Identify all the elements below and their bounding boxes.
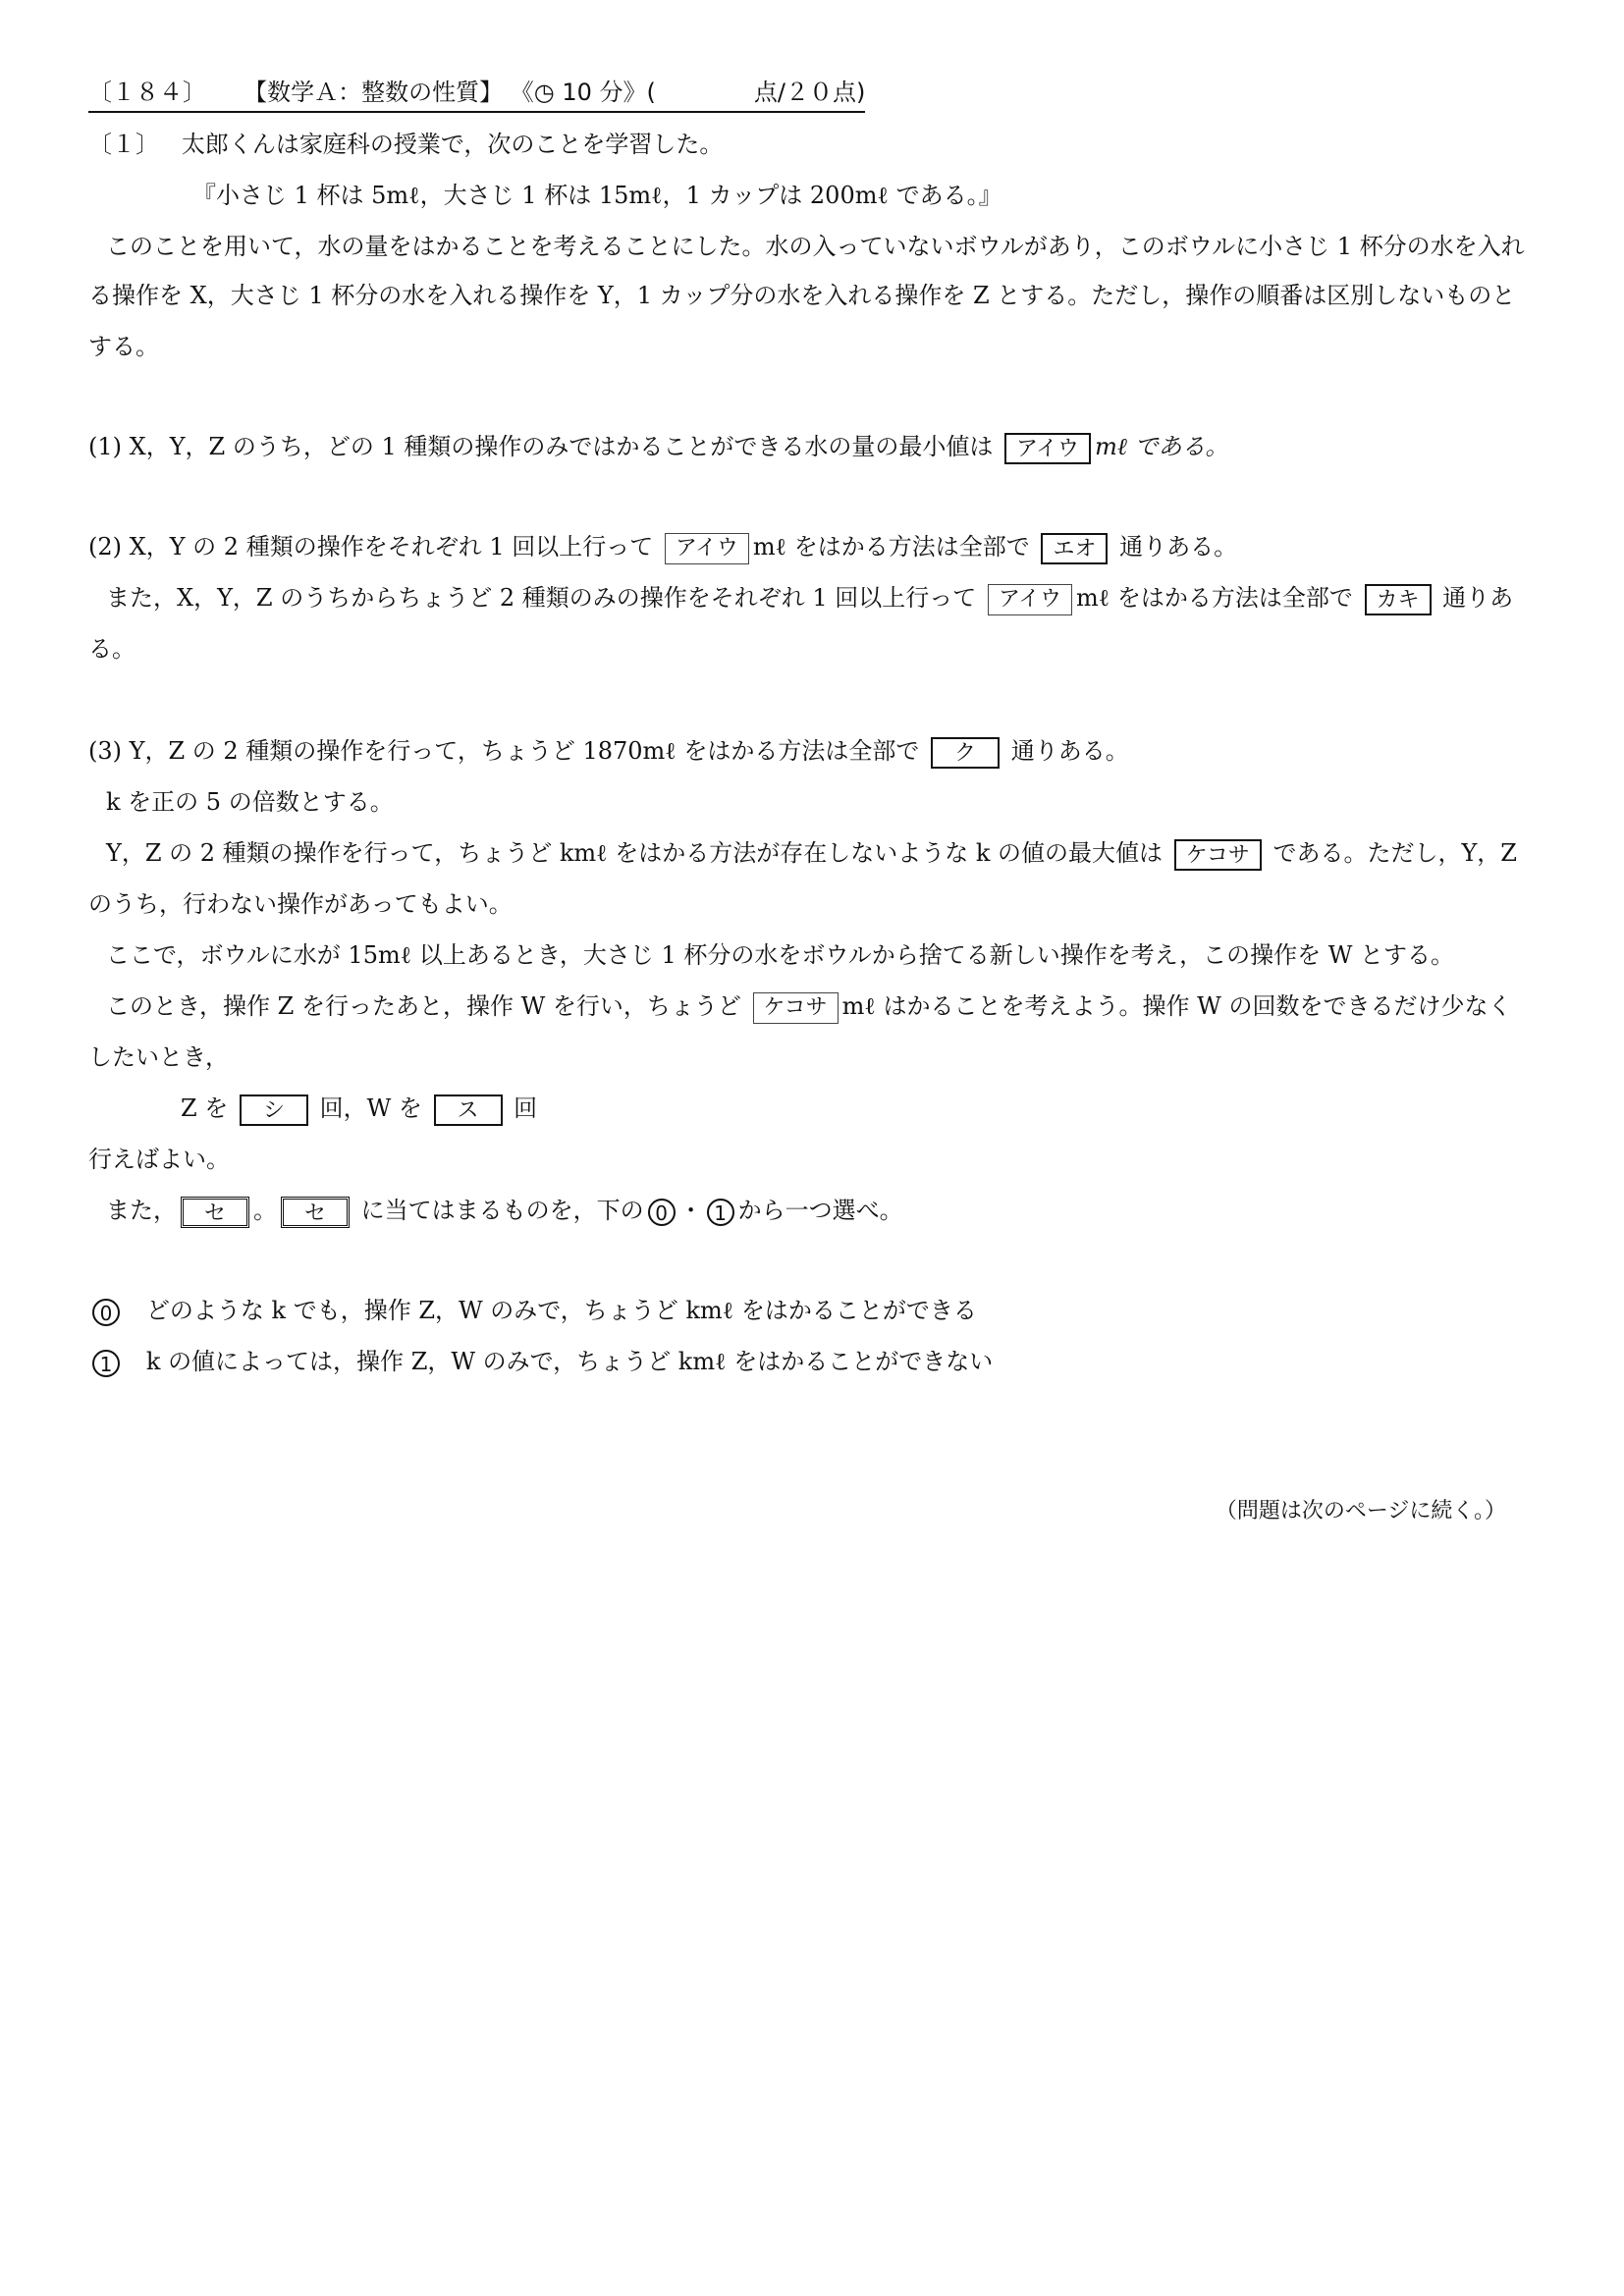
choice-0-ref: 0 [648,1199,676,1226]
time-limit: 《◷ 10 分》( [510,79,656,106]
q3-line3-text: Y，Z の 2 種類の操作を行って，ちょうど kmℓ をはかる方法が存在しないような k の値の最大値は [106,839,1164,867]
question-3-line-5: ここで，ボウルに水が 15mℓ 以上あるとき，大さじ 1 杯分の水をボウルから捨てる新しい操作を考え，この操作を W とする。 [106,941,1455,969]
score-label: 点/２０点) [753,79,866,106]
answer-box-kekosa[interactable]: ケコサ [1174,839,1262,871]
intro-text: 太郎くんは家庭科の授業で，次のことを学習した。 [181,131,724,158]
question-3-line-4: のうち，行わない操作があってもよい。 [88,890,513,918]
subject-title: 【数学Ａ：整数の性質】 [244,79,504,106]
option-0[interactable] [88,1294,977,1327]
question-2-line-1 [88,530,1237,564]
question-3-line-9: 行えばよい。 [88,1146,230,1173]
q3-z-label: Z を [181,1095,229,1122]
q3-dot: ・ [678,1197,703,1224]
question-3-line-6 [106,989,1511,1024]
answer-box-su[interactable]: ス [434,1095,503,1126]
answer-box-se[interactable]: セ [181,1197,249,1228]
question-3-line-10 [106,1194,903,1228]
q2-text: (2) X，Y の 2 種類の操作をそれぞれ 1 回以上行って [88,533,654,561]
option-0-text: どのような k でも，操作 Z，W のみで，ちょうど kmℓ をはかることができる [145,1297,977,1324]
choice-1-ref: 1 [707,1199,734,1226]
option-1-text: k の値によっては，操作 Z，W のみで，ちょうど kmℓ をはかることができない [145,1348,994,1375]
question-3-line-3 [106,836,1517,871]
question-1 [88,430,1228,464]
quote-line: 『小さじ 1 杯は 5mℓ，大さじ 1 杯は 15mℓ，1 カップは 200mℓ である。』 [192,182,1002,209]
q3-line10-text: また， [106,1197,177,1224]
section-label: 〔１〕 [88,131,159,158]
answer-box-se-2[interactable]: セ [281,1197,350,1228]
q3-period: 。 [253,1197,277,1224]
intro-line [88,128,723,161]
intro-paragraph-3: する。 [88,333,159,360]
answer-box-shi[interactable]: シ [240,1095,308,1126]
q3-text: (3) Y，Z の 2 種類の操作を行って，ちょうど 1870mℓ をはかる方法は全部で [88,737,920,765]
question-3-line-8 [181,1092,537,1126]
intro-paragraph-2: る操作を X，大さじ 1 杯分の水を入れる操作を Y，1 カップ分の水を入れる操作を Z とする。ただし，操作の順番は区別しないものと [88,282,1516,309]
q2-text-end: 通りある。 [1119,533,1238,561]
q2-line2-mid: mℓ をはかる方法は全部で [1075,584,1353,612]
q3-line6-end: mℓ はかることを考えよう。操作 W の回数をできるだけ少なく [841,992,1512,1020]
q2-line2-end: 通りあ [1442,584,1514,612]
q3-line6-text: このとき，操作 Z を行ったあと，操作 W を行い，ちょうど [106,992,741,1020]
q3-line10-mid: に当てはまるものを，下の [360,1197,644,1224]
question-2-line-2 [106,581,1513,615]
answer-box-ku[interactable]: ク [931,737,1000,769]
answer-box-kaki[interactable]: カキ [1365,584,1432,615]
answer-box-kekosa-ref[interactable]: ケコサ [753,992,839,1024]
option-1-mark: 1 [92,1350,120,1377]
continued-note: （問題は次のページに続く。） [1215,1499,1506,1523]
q3-times-label: 回 [514,1095,538,1122]
answer-box-aiu[interactable]: アイウ [1004,433,1091,464]
answer-box-eo[interactable]: エオ [1041,533,1108,564]
q2-text-mid: mℓ をはかる方法は全部で [752,533,1030,561]
question-3-line-1 [88,734,1129,769]
option-0-mark: 0 [92,1299,120,1326]
q3-text-end: 通りある。 [1010,737,1129,765]
problem-number: 〔１８４〕 [88,79,206,106]
intro-paragraph-1: このことを用いて，水の量をはかることを考えることにした。水の入っていないボウルがあり，このボウルに小さじ 1 杯分の水を入れ [106,233,1525,260]
q1-text-end: mℓ である。 [1095,433,1229,460]
q3-line10-end: から一つ選べ。 [737,1197,903,1224]
answer-box-aiu-ref-2[interactable]: アイウ [988,584,1072,615]
question-2-line-3: る。 [88,635,135,663]
option-1[interactable] [88,1345,993,1378]
q3-w-label: 回，W を [319,1095,422,1122]
q3-line3-end: である。ただし，Y，Z [1272,839,1517,867]
q2-line2-text: また，X，Y，Z のうちからちょうど 2 種類のみの操作をそれぞれ 1 回以上行って [106,584,977,612]
question-3-line-7: したいとき， [88,1043,230,1071]
problem-header [88,73,865,113]
q1-text: (1) X，Y，Z のうち，どの 1 種類の操作のみではかることができる水の量の最小値は [88,433,994,460]
answer-box-aiu-ref[interactable]: アイウ [665,533,749,564]
question-3-line-2: k を正の 5 の倍数とする。 [106,788,394,816]
